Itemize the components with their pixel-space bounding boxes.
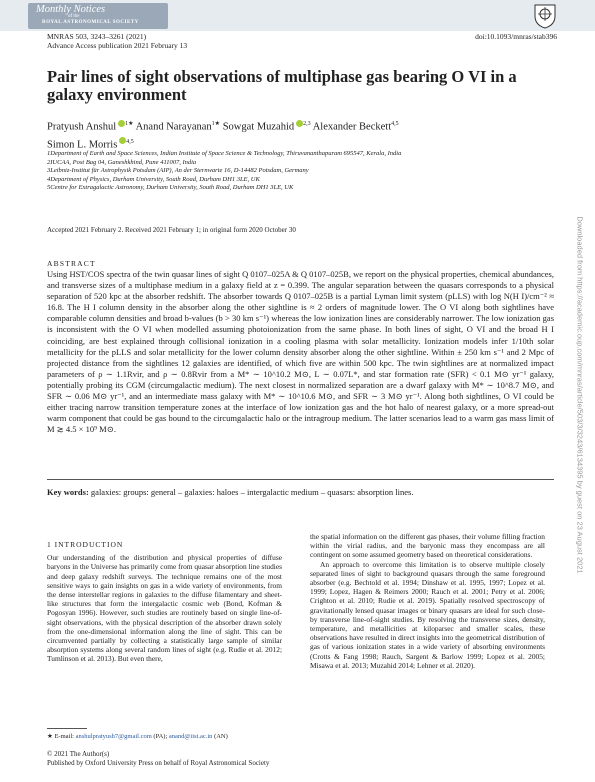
author-sup: 4,5 (391, 121, 399, 127)
keywords-text: galaxies: groups: general – galaxies: haloes – intergalactic medium – quasars: absorption lines. (90, 487, 414, 497)
society-crest-icon (533, 2, 557, 29)
footnote-label: ★ E-mail: (47, 733, 74, 740)
affiliation: 3Leibniz-Institut für Astrophysik Potsdam (AIP), An der Sternwarte 16, D-14482 Potsdam, Germany (47, 167, 309, 175)
affiliation: 1Department of Earth and Space Sciences, Indian Institute of Space Science & Technology, Thiruvananthapuram 695547, Kerala, India (47, 150, 402, 157)
copyright-line: © 2021 The Author(s) (47, 750, 110, 758)
abstract (47, 269, 554, 435)
logo-line2: of the (68, 14, 80, 19)
email-owner: (PA); (153, 733, 168, 740)
logo-line1: Monthly Notices (36, 4, 106, 15)
author-name[interactable]: Alexander Beckett (312, 121, 392, 133)
email-link[interactable]: anand@iist.ac.in (168, 733, 213, 740)
paragraph: An approach to overcome this limitation is to observe multiple closely separated lines of sight to background quasars through the same foreground absorber (e.g. Bechtold et al. 1994; Dinshaw et al. 1995, 1997; Lopez et al. 1999; Lopez, Hagen & Reimers 2000; Rauch et al. 2001; Petry et al. 2006; Crighton et al. 2010; Rudie et al. 2019). Spatially resolved spectroscopy of gravitationally lensed quasar images or binary quasars are ideal for such close-by transverse line-of-sight studies. By resolving the transverse sizes, density, temperature, and metallicities at kiloparsec and smaller scales, these observations have resulted in direct insights into the geometrical distribution of gas of various ionization states in a wide variety of absorbing environments (Crotts & Fang 1998; Rauch, Sargent & Barlow 1999; Lopez et al. 2005; Misawa et al. 2013; Muzahid 2014; Lehner et al. 2020). (310, 559, 545, 670)
publisher-line: Published by Oxford University Press on behalf of Royal Astronomical Society (47, 759, 270, 767)
footnote-divider (47, 728, 87, 729)
author-sup: 1★ (125, 121, 134, 127)
advance-access: Advance Access publication 2021 February 13 (47, 41, 188, 50)
column-right (310, 532, 545, 670)
author-name[interactable]: Simon L. Morris (47, 139, 118, 150)
email-owner: (AN) (214, 733, 228, 740)
paragraph: the spatial information on the different gas phases, their volume filling fraction within the virial radius, and the baryonic mass they encompass are all contingent on some assumed geometry based on theoretical considerations. (310, 532, 545, 560)
author-sup: 2,3 (303, 121, 311, 127)
author-name[interactable]: Anand Narayanan (135, 121, 212, 133)
author-list (47, 117, 547, 152)
doi[interactable]: doi:10.1093/mnras/stab396 (475, 32, 557, 41)
author-name[interactable]: Sowgat Muzahid (222, 121, 295, 133)
affiliation: 2IUCAA, Post Bag 04, Ganeshkhind, Pune 411007, India (47, 158, 197, 166)
keywords (47, 487, 554, 497)
citation-block (47, 32, 187, 50)
affiliation: 4Department of Physics, Durham University, South Road, Durham DH1 3LE, UK (47, 175, 260, 183)
dates-line: Accepted 2021 February 2. Received 2021 February 1; in original form 2020 October 30 (47, 226, 296, 234)
email-link[interactable]: anshulpratyush7@gmail.com (75, 733, 152, 740)
footnote (47, 732, 228, 740)
journal-logo (28, 3, 168, 29)
logo-line3: ROYAL ASTRONOMICAL SOCIETY (42, 20, 139, 25)
download-watermark (575, 205, 585, 585)
keywords-label: Key words: (47, 487, 89, 497)
section-heading: 1 INTRODUCTION (47, 540, 124, 549)
author-sup: 1★ (211, 121, 221, 127)
abstract-text: Using HST/COS spectra of the twin quasar lines of sight Q 0107–025A & Q 0107–025B, we report on the physical properties, chemical abundances, and transverse sizes of a multiphase medium in a galaxy field at z = 0.399. The angular separation between the quasars corresponds to a physical separation of 520 kpc at the absorber redshift. The absorber towards Q 0107–025B is a partial Lyman limit system (pLLS) with log N(H I)/cm⁻² ≈ 16.8. The H I column density in the absorber along the other sightline is ≈ 2 orders of magnitude lower. The O VI along both sightlines have comparable column densities and broad b-values (b > 30 km s⁻¹) whereas the low ionization lines are considerably narrower. The low ionization gas is inconsistent with the O VI when modelled assuming photoionization from the same phase. In both lines of sight, O VI and the broad H I coinciding, are best explained through collisional ionization in a cooling plasma with solar metallicity. Ionization models infer 1/10th solar metallicity for the pLLS and solar metallicity for the lower column density absorber along the other sightline. Within ± 250 km s⁻¹ and 2 Mpc of projected distance from the sightlines 12 galaxies are identified, of which five are within 500 kpc. The twin sightlines are at normalized impact parameters of ρ ∼ 1.1Rvir, and ρ ∼ 0.8Rvir from a M* ∼ 10^10.2 M⊙, L ∼ 0.07L*, and star formation rate (SFR) < 0.1 M⊙ yr⁻¹ galaxy, potentially probing its CGM (circumgalactic medium). The next closest in normalized separation are a dwarf galaxy with M* ∼ 10^8.7 M⊙, and SFR ∼ 0.06 M⊙ yr⁻¹, and an intermediate mass galaxy with M* ∼ 10^10.6 M⊙, and SFR ∼ 3 M⊙ yr⁻¹. Along both sightlines, O VI could be either tracing narrow transition temperature zones at the interface of low ionization gas and the hot halo of nearest galaxy, or a more spread-out warm component that could be gas bound to the circumgalactic halo or the intragroup medium. The latter scenarios lead to a warm gas mass limit of M ≳ 4.5 × 10⁹ M⊙. (47, 269, 554, 435)
paragraph: Our understanding of the distribution and physical properties of diffuse baryons in the Universe has primarily come from quasar absorption line studies and deep galaxy redshift surveys. The technique remains one of the most sensitive ways to gain insights on gas in a wide variety of environments, from the dense interstellar regions in galaxies to the diffuse filamentary and sheet-like structures that form the intergalactic cosmic web (Bond, Kofman & Pogosyan 1996). However, such studies are routinely based on single line-of-sight observations, with the physical description of the absorber drawn solely from the one-dimensional information along the line of sight. This can be circumvented partially by collecting a statistically large sample of similar absorption systems along several random lines of sight (e.g. Rudie et al. 2012; Tumlinson et al. 2013). But even there, (47, 553, 283, 664)
citation: MNRAS 503, 3243–3261 (2021) (47, 32, 147, 41)
copyright (47, 750, 269, 768)
column-left (47, 540, 282, 664)
divider (47, 479, 554, 480)
author-name[interactable]: Pratyush Anshul (47, 121, 117, 133)
affiliation: 5Centre for Extragalactic Astronomy, Durham University, South Road, Durham DH1 3LE, UK (47, 184, 294, 192)
abstract-heading: ABSTRACT (47, 259, 96, 268)
journal-banner (0, 0, 595, 31)
author-sup: 4,5 (126, 138, 134, 145)
paper-title: Pair lines of sight observations of multiphase gas bearing O VI in a galaxy environment (47, 67, 517, 104)
affiliations (47, 150, 557, 193)
watermark-text: Downloaded from https://academic.oup.com/mnras/article/503/3/3243/6134395 by guest on 23 August 2021 (575, 216, 585, 574)
